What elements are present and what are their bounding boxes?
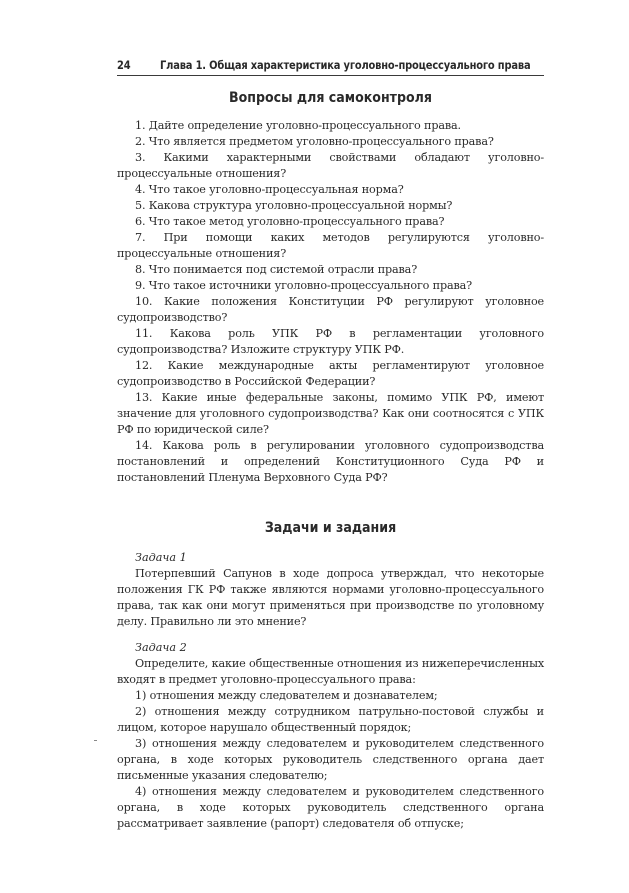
tasks-list [117, 550, 544, 832]
question-item: 12. Какие международные акты регламентируют уголовное судопроизводство в Российской Федерации? [117, 359, 544, 388]
chapter-title: Глава 1. Общая характеристика уголовно-процессуального права [160, 58, 531, 72]
task-block [117, 550, 544, 630]
task-paragraph: Потерпевший Сапунов в ходе допроса утверждал, что некоторые положения ГК РФ также являются нормами уголовно-процессуального права, так как они могут применяться при производстве по уголовному делу. Правильно ли это мнение? [117, 567, 544, 628]
task-title: Задача 2 [135, 641, 187, 654]
scan-speck [94, 740, 97, 741]
task-paragraph: Определите, какие общественные отношения из нижеперечисленных входят в предмет уголовно-процессуального права: [117, 657, 544, 686]
question-item: 13. Какие иные федеральные законы, помимо УПК РФ, имеют значение для уголовного судопроизводства? Как они соотносятся с УПК РФ по юридической силе? [117, 391, 544, 436]
task-title: Задача 1 [135, 551, 187, 564]
task-paragraph: 1) отношения между следователем и дознавателем; [135, 689, 438, 702]
questions-section-title: Вопросы для самоконтроля [229, 90, 432, 106]
task-block [117, 640, 544, 832]
question-item: 6. Что такое метод уголовно-процессуального права? [135, 215, 445, 228]
tasks-section-title: Задачи и задания [264, 520, 397, 536]
question-item: 8. Что понимается под системой отрасли права? [135, 263, 418, 276]
question-item: 3. Какими характерными свойствами обладают уголовно-процессуальные отношения? [117, 151, 544, 180]
question-item: 9. Что такое источники уголовно-процессуального права? [135, 279, 473, 292]
question-item: 1. Дайте определение уголовно-процессуального права. [135, 119, 461, 132]
question-item: 10. Какие положения Конституции РФ регулируют уголовное судопроизводство? [117, 295, 544, 324]
header-rule [117, 75, 544, 76]
task-paragraph: 3) отношения между следователем и руководителем следственного органа, в ходе которых руководитель следственного органа дает письменные указания следователю; [117, 737, 544, 782]
question-item: 14. Какова роль в регулировании уголовного судопроизводства постановлений и определений Конституционного Суда РФ и постановлений Пленума Верховного Суда РФ? [117, 439, 544, 484]
questions-list [117, 118, 544, 486]
textbook-page [117, 58, 544, 832]
question-item: 11. Какова роль УПК РФ в регламентации уголовного судопроизводства? Изложите структуру УПК РФ. [117, 327, 544, 356]
question-item: 7. При помощи каких методов регулируются уголовно-процессуальные отношения? [117, 231, 544, 260]
page-number: 24 [117, 58, 131, 72]
task-paragraph: 4) отношения между следователем и руководителем следственного органа, в ходе которых руководитель следственного органа рассматривает заявление (рапорт) следователя об отпуске; [117, 785, 544, 830]
running-header [117, 58, 544, 72]
question-item: 2. Что является предметом уголовно-процессуального права? [135, 135, 494, 148]
question-item: 4. Что такое уголовно-процессуальная норма? [135, 183, 404, 196]
task-paragraph: 2) отношения между сотрудником патрульно-постовой службы и лицом, которое нарушало общественный порядок; [117, 705, 544, 734]
question-item: 5. Какова структура уголовно-процессуальной нормы? [135, 199, 453, 212]
